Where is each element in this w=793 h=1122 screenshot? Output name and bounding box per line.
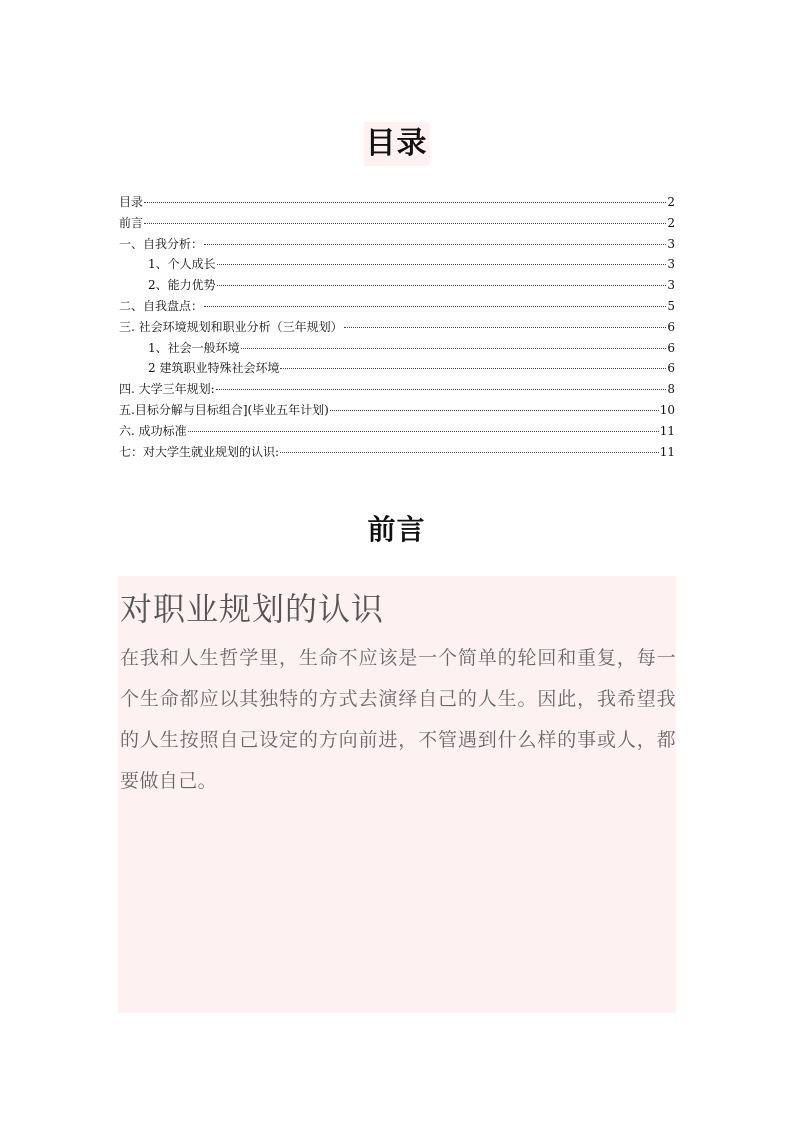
section-body-paragraph: 在我和人生哲学里，生命不应该是一个简单的轮回和重复，每一个生命都应以其独特的方式去演绎自己的人生。因此，我希望我的人生按照自己设定的方向前进，不管遇到什么样的事或人，都要做自己。	[120, 647, 676, 792]
toc-entry[interactable]	[119, 338, 675, 359]
toc-entry-page-number: 3	[667, 236, 675, 251]
toc-entry-page-number: 10	[659, 402, 675, 417]
toc-entry[interactable]	[119, 379, 675, 400]
toc-entry-label: 二、自我盘点：	[119, 298, 204, 313]
toc-dot-leader	[217, 264, 667, 265]
toc-entry-page-number: 11	[659, 444, 675, 459]
toc-entry-label: 前言	[119, 215, 144, 230]
toc-title: 目录	[364, 122, 430, 166]
toc-entry[interactable]	[119, 296, 675, 317]
toc-entry-page-number: 11	[659, 423, 675, 438]
toc-entry[interactable]	[119, 421, 675, 442]
toc-entry[interactable]	[119, 213, 675, 234]
toc-dot-leader	[217, 285, 667, 286]
toc-entry-page-number: 6	[667, 361, 675, 376]
toc-entry-label: 1、社会一般环境	[148, 340, 240, 355]
toc-entry-page-number: 5	[667, 298, 675, 313]
toc-dot-leader	[241, 348, 667, 349]
toc-entry-label: 四. 大学三年规划:	[119, 382, 215, 397]
toc-dot-leader	[330, 410, 659, 411]
toc-entry-page-number: 3	[667, 257, 675, 272]
toc-entry-label: 六. 成功标准	[119, 423, 187, 438]
toc-entry-page-number: 2	[667, 215, 675, 230]
preface-title: 前言	[367, 513, 426, 546]
toc-entry[interactable]	[119, 254, 675, 275]
preface-title-container	[0, 510, 793, 550]
toc-entry-label: 2 建筑职业特殊社会环境	[148, 361, 280, 376]
table-of-contents	[119, 192, 675, 462]
toc-entry-page-number: 2	[667, 195, 675, 209]
toc-entry-label: 五.目标分解与目标组合](毕业五年计划)	[119, 402, 329, 417]
toc-entry-label: 七：对大学生就业规划的认识:	[119, 444, 280, 459]
toc-dot-leader	[204, 244, 666, 245]
toc-entry[interactable]	[119, 275, 675, 296]
toc-entry[interactable]	[119, 317, 675, 338]
preface-section	[118, 576, 676, 1013]
toc-dot-leader	[144, 223, 666, 224]
toc-title-container	[0, 122, 793, 166]
toc-dot-leader	[204, 306, 666, 307]
toc-entry[interactable]	[119, 234, 675, 255]
section-heading: 对职业规划的认识	[120, 590, 385, 628]
toc-entry-label: 三. 社会环境规划和职业分析（三年规划）	[119, 319, 343, 334]
toc-entry-page-number: 3	[667, 278, 675, 293]
toc-entry-label: 2、能力优势	[148, 278, 216, 293]
toc-entry-page-number: 6	[667, 340, 675, 355]
toc-dot-leader	[280, 452, 659, 453]
toc-entry-page-number: 6	[667, 319, 675, 334]
toc-entry[interactable]	[119, 400, 675, 421]
toc-entry-label: 1、个人成长	[148, 257, 216, 272]
toc-entry-page-number: 8	[667, 382, 675, 397]
toc-entry[interactable]	[119, 192, 675, 213]
toc-entry-label: 目录	[119, 195, 144, 209]
toc-dot-leader	[344, 327, 667, 328]
toc-dot-leader	[280, 368, 666, 369]
toc-entry[interactable]	[119, 358, 675, 379]
toc-dot-leader	[216, 389, 667, 390]
toc-dot-leader	[188, 431, 659, 432]
toc-dot-leader	[144, 202, 666, 203]
toc-entry-label: 一、自我分析：	[119, 236, 204, 251]
toc-entry[interactable]	[119, 442, 675, 463]
